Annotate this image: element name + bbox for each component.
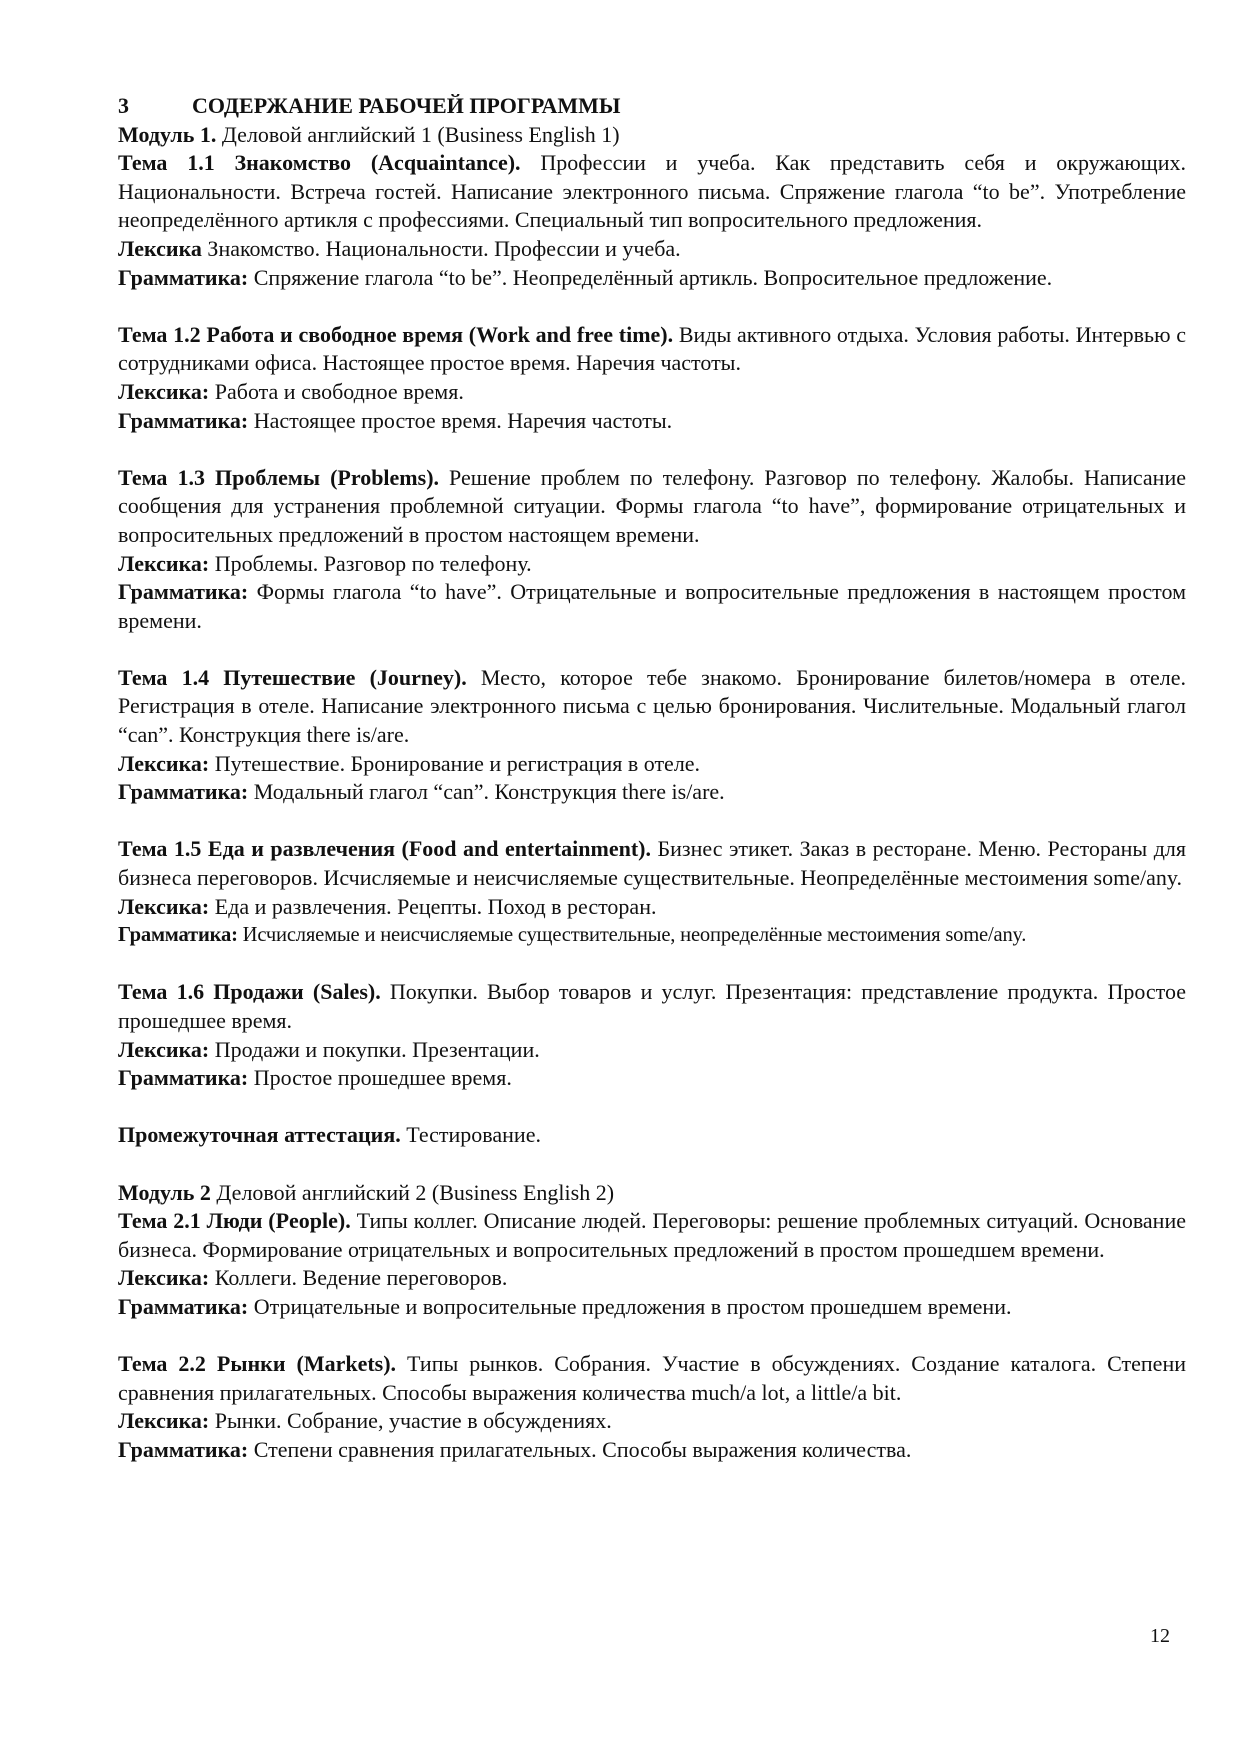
module-1-label: Модуль 1. [118,121,217,147]
topic-grammar [118,264,1186,293]
lexicon-label: Лексика: [118,893,210,919]
topic-title: Тема 1.6 Продажи (Sales). [118,979,381,1005]
topic-title: Тема 1.5 Еда и развлечения (Food and entertainment). [118,836,652,862]
section-heading [118,92,1186,121]
lexicon-text: Коллеги. Ведение переговоров. [209,1265,508,1291]
lexicon-text: Еда и развлечения. Рецепты. Поход в ресторан. [209,893,657,919]
grammar-label: Грамматика: [118,1065,249,1091]
topic-grammar [118,921,1186,950]
grammar-text: Исчисляемые и неисчисляемые существительные, неопределённые местоимения some/any. [237,924,1027,947]
lexicon-label: Лексика [118,235,202,261]
topic-lexicon [118,893,1186,922]
topic-desc-text: Бизнес этикет. Заказ в ресторане. Меню. Рестораны для бизнеса переговоров. Исчисляемые и неисчисляемые существительные. Неопределённые местоимения some/any. [118,836,1186,891]
topic-description [118,1350,1186,1407]
grammar-text: Степени сравнения прилагательных. Способы выражения количества. [248,1436,912,1462]
lexicon-label: Лексика: [118,750,210,776]
document-page [118,92,1186,1465]
topic-lexicon [118,1036,1186,1065]
topic-description [118,835,1186,892]
grammar-label: Грамматика: [118,924,238,947]
topic-lexicon [118,235,1186,264]
grammar-label: Грамматика: [118,264,249,290]
lexicon-text: Продажи и покупки. Презентации. [209,1036,540,1062]
topic-lexicon [118,550,1186,579]
attestation-label: Промежуточная аттестация. [118,1122,401,1148]
grammar-label: Грамматика: [118,579,249,605]
section-number: 3 [118,93,129,118]
topic-desc-text: Место, которое тебе знакомо. Бронирование билетов/номера в отеле. Регистрация в отеле. Написание электронного письма с целью бронирования. Числительные. Модальный глагол “can”. Конструкция there is/are. [118,664,1186,748]
module-2-label: Модуль 2 [118,1179,211,1205]
lexicon-text: Знакомство. Национальности. Профессии и учеба. [201,235,681,261]
page-number: 12 [1150,1625,1170,1647]
topic-description [118,978,1186,1035]
lexicon-text: Рынки. Собрание, участие в обсуждениях. [209,1408,612,1434]
topic-desc-text: Типы рынков. Собрания. Участие в обсуждениях. Создание каталога. Степени сравнения прилагательных. Способы выражения количества much/a lot, a little/a bit. [118,1351,1186,1405]
grammar-label: Грамматика: [118,1436,249,1462]
topic-description [118,1207,1186,1264]
topic-title: Тема 2.2 Рынки (Markets). [118,1351,397,1377]
topic-title: Тема 1.4 Путешествие (Journey). [118,664,467,690]
topic-title: Тема 1.1 Знакомство (Acquaintance). [118,150,521,176]
topic-grammar [118,1064,1186,1093]
topic-lexicon [118,1407,1186,1436]
lexicon-text: Путешествие. Бронирование и регистрация в отеле. [209,750,701,776]
topic-block [118,978,1186,1092]
lexicon-label: Лексика: [118,1408,210,1434]
topic-block [118,1350,1186,1464]
topic-title: Тема 2.1 Люди (People). [118,1208,351,1234]
topic-description [118,464,1186,550]
topic-title: Тема 1.2 Работа и свободное время (Work and free time). [118,321,674,347]
topic-block [118,1207,1186,1321]
attestation-text: Тестирование. [400,1122,541,1148]
topic-desc-text: Типы коллег. Описание людей. Переговоры: решение проблемных ситуаций. Основание бизнеса. Формирование отрицательных и вопросительных предложений в простом прошедшем времени. [118,1208,1186,1262]
topic-description [118,149,1186,235]
topic-block [118,464,1186,636]
topic-block [118,664,1186,807]
topic-grammar [118,1436,1186,1465]
topic-block [118,149,1186,292]
topic-description [118,664,1186,750]
grammar-label: Грамматика: [118,1293,249,1319]
section-title: СОДЕРЖАНИЕ РАБОЧЕЙ ПРОГРАММЫ [192,93,621,118]
topic-grammar [118,1293,1186,1322]
lexicon-label: Лексика: [118,1036,210,1062]
topic-grammar [118,778,1186,807]
topic-grammar [118,407,1186,436]
grammar-text: Простое прошедшее время. [248,1065,512,1091]
grammar-text: Спряжение глагола “to be”. Неопределённый артикль. Вопросительное предложение. [248,264,1053,290]
grammar-label: Грамматика: [118,779,249,805]
topic-block [118,321,1186,435]
lexicon-label: Лексика: [118,378,210,404]
module-1-text: Деловой английский 1 (Business English 1) [216,121,620,147]
module-2-text: Деловой английский 2 (Business English 2) [210,1179,615,1205]
lexicon-label: Лексика: [118,550,210,576]
topic-desc-text: Виды активного отдыха. Условия работы. Интервью с сотрудниками офиса. Настоящее простое время. Наречия частоты. [118,321,1186,376]
topic-grammar [118,578,1186,635]
topic-lexicon [118,378,1186,407]
grammar-label: Грамматика: [118,407,249,433]
grammar-text: Настоящее простое время. Наречия частоты. [248,407,673,433]
topic-description [118,321,1186,378]
topic-lexicon [118,1264,1186,1293]
lexicon-text: Проблемы. Разговор по телефону. [209,550,532,576]
topic-desc-text: Покупки. Выбор товаров и услуг. Презентация: представление продукта. Простое прошедшее время. [118,979,1186,1033]
topic-title: Тема 1.3 Проблемы (Problems). [118,464,440,490]
topic-lexicon [118,750,1186,779]
grammar-text: Отрицательные и вопросительные предложения в простом прошедшем времени. [248,1293,1012,1319]
lexicon-text: Работа и свободное время. [209,378,464,404]
module-1-heading [118,121,1186,150]
topic-desc-text: Профессии и учеба. Как представить себя и окружающих. Национальности. Встреча гостей. Написание электронного письма. Спряжение глагола “to be”. Употребление неопределённого артикля с профессиями. Специальный тип вопросительного предложения. [118,150,1186,233]
grammar-text: Модальный глагол “can”. Конструкция there is/are. [248,779,725,805]
topic-desc-text: Решение проблем по телефону. Разговор по телефону. Жалобы. Написание сообщения для устранения проблемной ситуации. Формы глагола “to have”, формирование отрицательных и вопросительных предложений в простом настоящем времени. [118,464,1186,547]
lexicon-label: Лексика: [118,1265,210,1291]
topic-block [118,835,1186,949]
module-2-heading [118,1179,1186,1208]
grammar-text: Формы глагола “to have”. Отрицательные и вопросительные предложения в настоящем простом времени. [118,579,1186,633]
intermediate-attestation [118,1121,1186,1150]
